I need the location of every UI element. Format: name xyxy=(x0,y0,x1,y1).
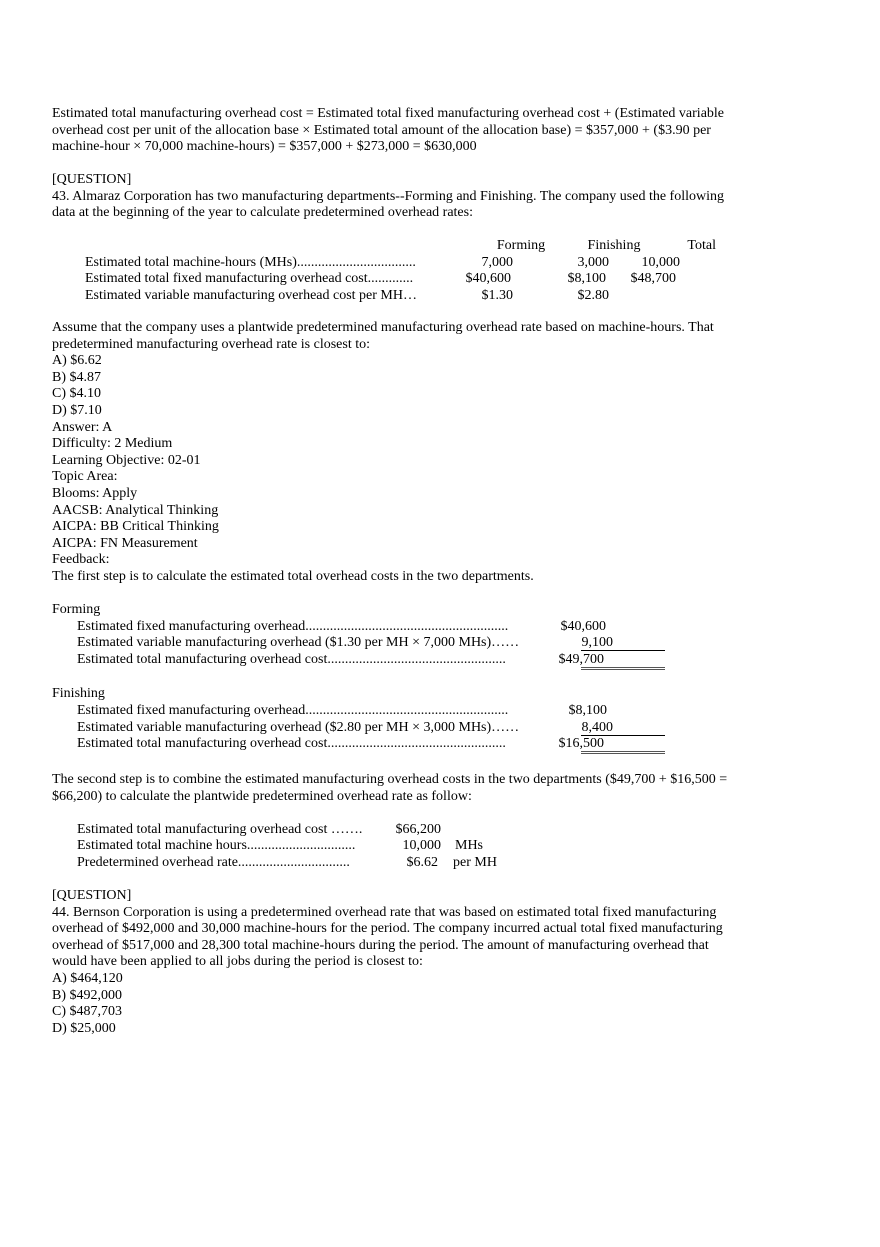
col-header-forming: Forming xyxy=(496,238,546,253)
q44-stem-line-3: overhead of $517,000 and 28,300 total machine-hours during the period. The amount of manufacturing overhead that xyxy=(52,937,709,953)
q43-aicpa-bb: AICPA: BB Critical Thinking xyxy=(52,519,219,535)
calc-row-label: Estimated fixed manufacturing overhead.......................................................... xyxy=(77,618,509,634)
calc-row-label: Estimated variable manufacturing overhead ($1.30 per MH × 7,000 MHs)…… xyxy=(77,635,520,651)
calc-row-label: Estimated fixed manufacturing overhead.......................................................... xyxy=(77,703,509,718)
intro-line-2: overhead cost per unit of the allocation base × Estimated total amount of the allocation base) = $357,000 + ($3.90 per xyxy=(52,122,711,138)
rate-row-value: $6.62 xyxy=(406,854,438,870)
table-cell-finishing: $8,100 xyxy=(567,271,606,287)
calc-row-value: $40,600 xyxy=(560,618,606,634)
col-header-finishing: Finishing xyxy=(587,238,641,253)
calc-row-label: Estimated variable manufacturing overhead ($2.80 per MH × 3,000 MHs)…… xyxy=(77,719,520,735)
calc-row-value: $8,100 xyxy=(568,703,607,718)
rate-row-value: 10,000 xyxy=(402,838,441,854)
table-row-label: Estimated variable manufacturing overhead cost per MH… xyxy=(85,287,417,303)
q44-option-a: A) $464,120 xyxy=(52,971,123,986)
table-cell-total: 10,000 xyxy=(641,254,680,270)
table-row-label: Estimated total machine-hours (MHs).................................. xyxy=(85,254,416,270)
q44-stem-line-2: overhead of $492,000 and 30,000 machine-hours for the period. The company incurred actual total fixed manufacturing xyxy=(52,921,723,937)
q44-option-c: C) $487,703 xyxy=(52,1004,122,1020)
forming-title: Forming xyxy=(52,602,101,617)
rate-row-unit: MHs xyxy=(455,838,484,854)
finishing-title: Finishing xyxy=(52,686,105,702)
q43-difficulty: Difficulty: 2 Medium xyxy=(52,436,173,452)
q44-stem-line-4: would have been applied to all jobs during the period is closest to: xyxy=(52,954,423,970)
table-cell-total: $48,700 xyxy=(630,271,676,287)
q44-option-b: B) $492,000 xyxy=(52,987,122,1003)
table-cell-forming: 7,000 xyxy=(481,254,513,270)
q43-aacsb: AACSB: Analytical Thinking xyxy=(52,502,219,518)
q43-answer: Answer: A xyxy=(52,419,113,435)
q43-option-b: B) $4.87 xyxy=(52,369,101,385)
table-cell-forming: $40,600 xyxy=(465,271,511,287)
calc-row-label: Estimated total manufacturing overhead cost................................................... xyxy=(77,736,506,752)
rate-row-value: $66,200 xyxy=(395,821,441,837)
q43-option-c: C) $4.10 xyxy=(52,386,101,402)
calc-row-value: $16,500 xyxy=(558,736,604,752)
table-row-label: Estimated total fixed manufacturing overhead cost............. xyxy=(85,271,414,287)
second-step-line-1: The second step is to combine the estimated manufacturing overhead costs in the two departments ($49,700 + $16,500 = xyxy=(52,772,728,787)
q44-tag: [QUESTION] xyxy=(52,888,132,903)
total-double-underline xyxy=(581,667,665,670)
rate-row-label: Predetermined overhead rate................................ xyxy=(77,854,350,870)
q43-feedback-label: Feedback: xyxy=(52,552,110,568)
calc-row-value: $49,700 xyxy=(558,651,604,667)
q44-stem-line-1: 44. Bernson Corporation is using a predetermined overhead rate that was based on estimated total fixed manufacturing xyxy=(52,904,717,920)
q43-aicpa-fn: AICPA: FN Measurement xyxy=(52,535,198,551)
q43-option-d: D) $7.10 xyxy=(52,403,102,418)
q43-option-a: A) $6.62 xyxy=(52,353,102,369)
intro-line-1: Estimated total manufacturing overhead cost = Estimated total fixed manufacturing overhead cost + (Estimated variable xyxy=(52,106,725,121)
q43-stem-line-1: 43. Almaraz Corporation has two manufacturing departments--Forming and Finishing. The company used the following xyxy=(52,188,724,204)
table-cell-finishing: $2.80 xyxy=(577,287,609,303)
q43-question-line-1: Assume that the company uses a plantwide predetermined manufacturing overhead rate based on machine-hours. That xyxy=(52,320,714,335)
q43-topic-area: Topic Area: xyxy=(52,469,118,485)
q43-tag: [QUESTION] xyxy=(52,172,132,187)
total-double-underline xyxy=(581,751,665,754)
calc-row-label: Estimated total manufacturing overhead cost................................................... xyxy=(77,651,506,667)
second-step-line-2: $66,200) to calculate the plantwide predetermined overhead rate as follow: xyxy=(52,788,472,804)
q43-question-line-2: predetermined manufacturing overhead rate is closest to: xyxy=(52,336,370,352)
q43-stem-line-2: data at the beginning of the year to calculate predetermined overhead rates: xyxy=(52,205,473,221)
rate-row-label: Estimated total manufacturing overhead cost ……. xyxy=(77,821,363,837)
table-cell-forming: $1.30 xyxy=(481,287,513,303)
q43-learning-objective: Learning Objective: 02-01 xyxy=(52,452,201,468)
calc-row-value: 8,400 xyxy=(581,719,613,735)
rate-row-unit: per MH xyxy=(453,854,497,870)
q43-feedback-text: The first step is to calculate the estimated total overhead costs in the two departments. xyxy=(52,569,534,584)
q43-blooms: Blooms: Apply xyxy=(52,486,138,501)
col-header-total: Total xyxy=(687,238,716,253)
table-cell-finishing: 3,000 xyxy=(577,254,609,270)
rate-row-label: Estimated total machine hours............................... xyxy=(77,838,356,854)
calc-row-value: 9,100 xyxy=(581,635,613,651)
intro-line-3: machine-hour × 70,000 machine-hours) = $357,000 + $273,000 = $630,000 xyxy=(52,139,477,155)
q44-option-d: D) $25,000 xyxy=(52,1020,116,1036)
